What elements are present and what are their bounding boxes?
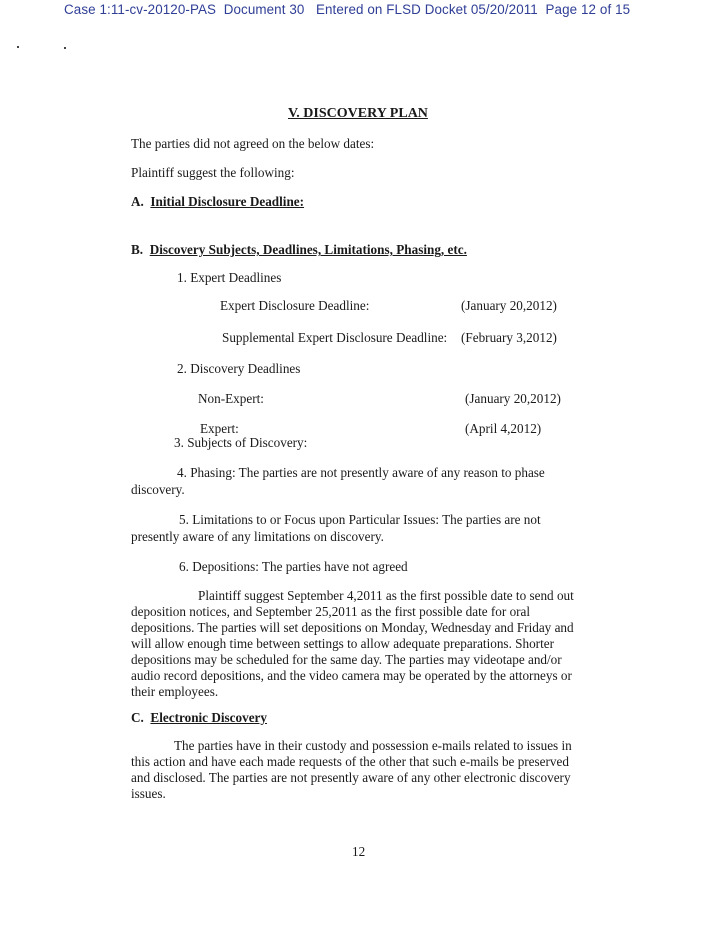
subsection-c-title: Electronic Discovery [150, 710, 267, 725]
electronic-para-line: this action and have each made requests of the other that such e-mails be preserved [131, 754, 569, 769]
plaintiff-para-line: will allow enough time between settings to allow adequate preparations. Shorter [131, 636, 554, 651]
intro-line-1: The parties did not agreed on the below dates: [131, 136, 375, 151]
section-title: V. DISCOVERY PLAN [288, 106, 428, 121]
electronic-para-line: The parties have in their custody and possession e-mails related to issues in [174, 738, 572, 753]
plaintiff-para-line: depositions. The parties will set depositions on Monday, Wednesday and Friday and [131, 620, 574, 635]
discovery-row-label: Non-Expert: [198, 391, 264, 406]
expert-row-date: (January 20,2012) [461, 298, 557, 313]
intro-line-2: Plaintiff suggest the following: [131, 165, 295, 180]
docket-header [64, 2, 630, 17]
expert-row-date: (February 3,2012) [461, 330, 557, 345]
scan-speck [64, 47, 66, 49]
limitations-line-1: 5. Limitations to or Focus upon Particular Issues: The parties are not [179, 512, 541, 527]
limitations-line-2: presently aware of any limitations on discovery. [131, 529, 384, 544]
subjects-of-discovery: 3. Subjects of Discovery: [174, 435, 308, 450]
plaintiff-para-line: audio record depositions, and the video camera may be operated by the attorneys or [131, 668, 572, 683]
subsection-b-letter: B. [131, 242, 144, 257]
discovery-row-label: Expert: [200, 421, 239, 436]
subsection-c-letter: C. [131, 710, 144, 725]
page-number: 12 [352, 844, 366, 859]
electronic-para-line: and disclosed. The parties are not presently aware of any other electronic discovery [131, 770, 571, 785]
plaintiff-para-line: Plaintiff suggest September 4,2011 as the first possible date to send out [198, 588, 574, 603]
expert-row-label: Supplemental Expert Disclosure Deadline: [222, 330, 448, 345]
subsection-a [131, 194, 304, 210]
plaintiff-para-line: their employees. [131, 684, 219, 699]
subsection-b-title: Discovery Subjects, Deadlines, Limitations, Phasing, etc. [149, 242, 467, 257]
plaintiff-para-line: deposition notices, and September 25,2011 as the first possible date for oral [131, 604, 531, 619]
phasing-line-2: discovery. [131, 482, 185, 497]
subsection-a-title: Initial Disclosure Deadline: [150, 194, 305, 209]
entered-on: Entered on FLSD Docket 05/20/2011 [315, 2, 538, 17]
plaintiff-para-line: depositions may be scheduled for the same day. The parties may videotape and/or [131, 652, 562, 667]
discovery-row-date: (April 4,2012) [465, 421, 542, 436]
case-number: Case 1:11-cv-20120-PAS [64, 2, 217, 17]
discovery-row-date: (January 20,2012) [465, 391, 561, 406]
phasing-line-1: 4. Phasing: The parties are not presently aware of any reason to phase [177, 465, 545, 480]
page-count: Page 12 of 15 [545, 2, 631, 17]
subsection-b [131, 242, 467, 258]
scan-speck [17, 46, 19, 48]
subsection-a-letter: A. [131, 194, 144, 209]
electronic-para-line: issues. [131, 786, 166, 801]
subsection-c [131, 710, 267, 726]
expert-row-label: Expert Disclosure Deadline: [220, 298, 370, 313]
discovery-deadlines-heading: 2. Discovery Deadlines [177, 361, 301, 376]
expert-deadlines-heading: 1. Expert Deadlines [177, 270, 282, 285]
depositions-heading: 6. Depositions: The parties have not agreed [179, 559, 408, 574]
document-number: Document 30 [223, 2, 305, 17]
